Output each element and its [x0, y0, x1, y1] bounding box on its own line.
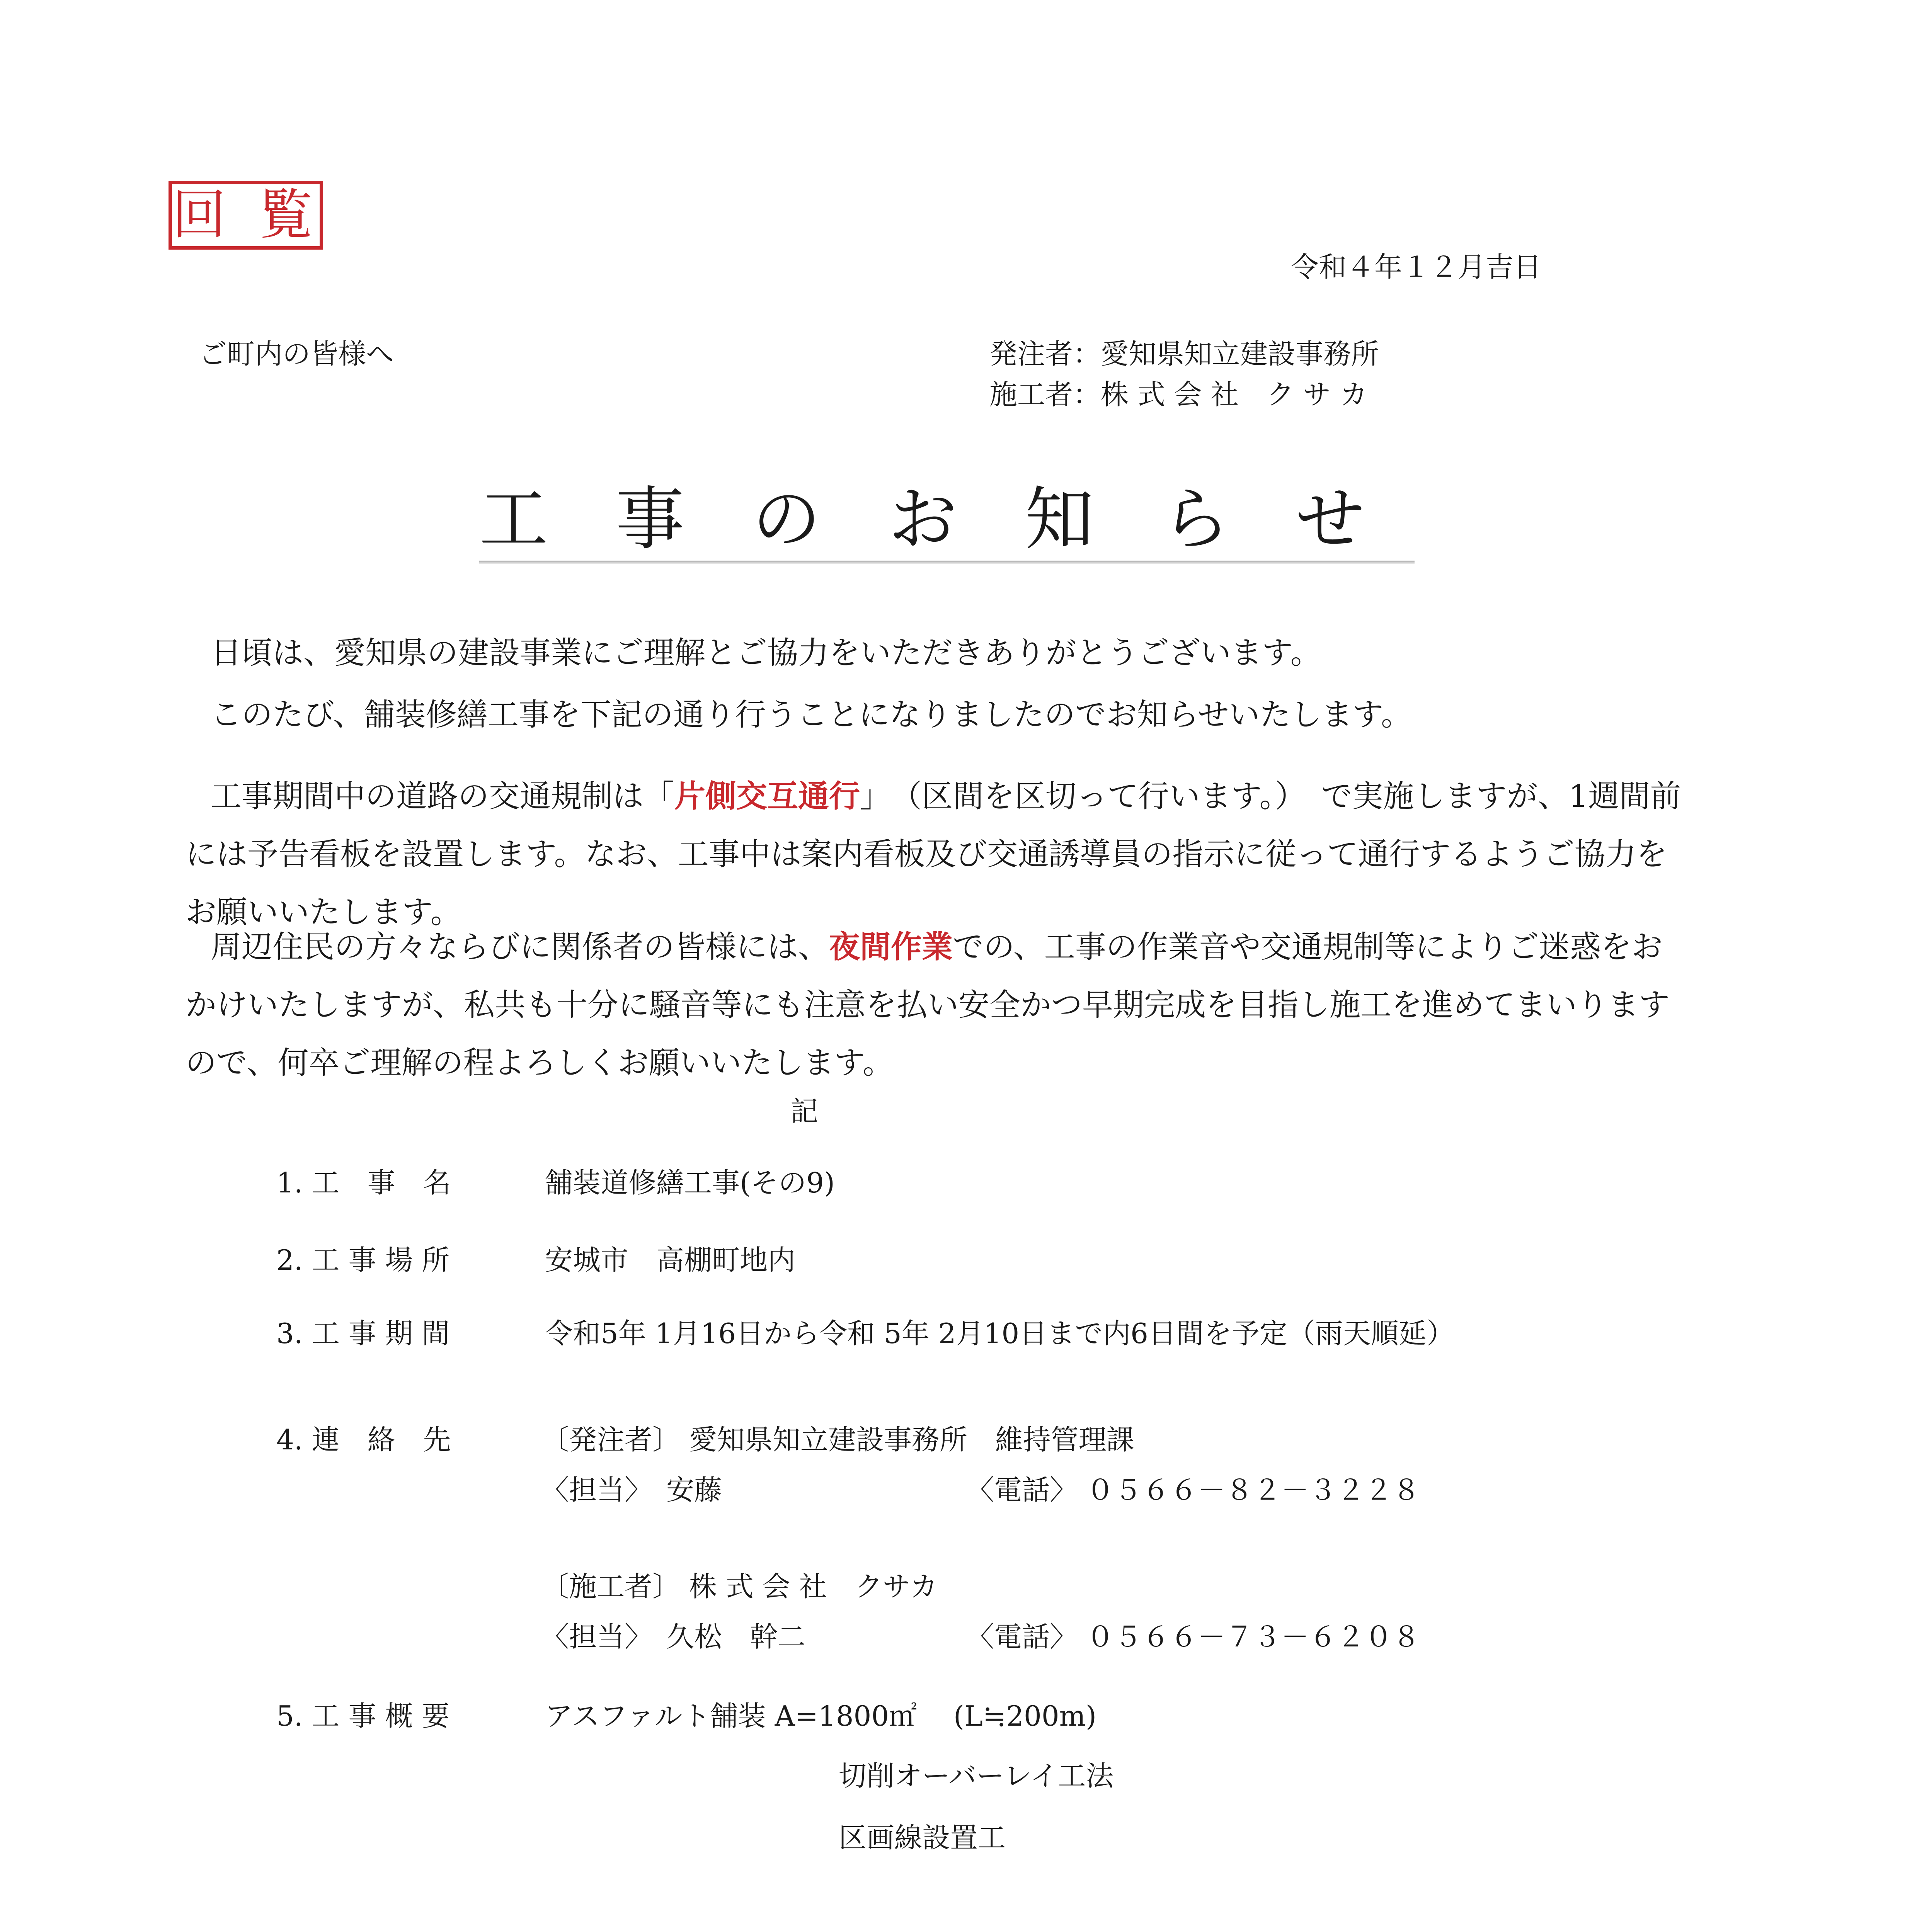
item-place-label: 2. 工 事 場 所 [276, 1244, 450, 1276]
item-place-value: 安城市 高棚町地内 [545, 1244, 796, 1276]
item-contact-label: 4. 連 絡 先 [276, 1423, 451, 1456]
traffic-text-1: 工事期間中の道路の交通規制は「 [211, 778, 674, 814]
item-period-value: 令和5年 1月16日から令和 5年 2月10日まで内6日間を予定（雨天順延） [545, 1317, 1454, 1350]
issue-date: 令和４年１２月吉日 [1291, 251, 1542, 283]
orderer-line [989, 340, 1379, 368]
contact-orderer-person: 〈担当〉 安藤 [541, 1474, 722, 1506]
overview-asphalt: アスファルト舗装 A=1800㎡ (L≒200m) [545, 1700, 1097, 1732]
overview-method: 切削オーバーレイ工法 [839, 1760, 1114, 1792]
addressee: ご町内の皆様へ [199, 338, 394, 370]
orderer-label: 発注者： [989, 338, 1101, 370]
item-period-label: 3. 工 事 期 間 [276, 1317, 450, 1350]
circulation-stamp: 回 覧 [169, 181, 323, 250]
traffic-paragraph [186, 767, 1693, 941]
orderer-name: 愛知県知立建設事務所 [1101, 338, 1379, 370]
night-work-highlight: 夜間作業 [829, 929, 953, 965]
greeting-line-2: このたび、舗装修繕工事を下記の通り行うことになりましたのでお知らせいたします。 [211, 697, 1412, 733]
item-name-value: 舗装道修繕工事(その9) [545, 1167, 835, 1199]
contact-contractor-person: 〈担当〉 久松 幹二 [541, 1621, 806, 1653]
contact-contractor: 〔施工者〕 株 式 会 社 クサカ [541, 1570, 938, 1603]
ki-heading: 記 [790, 1095, 819, 1128]
night-text-1: 周辺住民の方々ならびに関係者の皆様には、 [211, 929, 829, 965]
one-side-alternating-traffic: 片側交互通行 [674, 778, 860, 814]
greeting-line-1: 日頃は、愛知県の建設事業にご理解とご協力をいただきありがとうございます。 [211, 635, 1321, 671]
contact-contractor-tel: 〈電話〉 ０５６６－７３－６２０８ [966, 1621, 1420, 1653]
page-title: 工事のお知らせ [479, 485, 1415, 563]
night-work-paragraph [186, 918, 1693, 1092]
contact-orderer: 〔発注者〕 愛知県知立建設事務所 維持管理課 [541, 1423, 1134, 1456]
contractor-label: 施工者： [989, 378, 1101, 411]
contractor-name: 株 式 会 社 ク サ カ [1101, 378, 1368, 411]
contractor-line [989, 378, 1368, 411]
item-name-label: 1. 工 事 名 [276, 1167, 451, 1199]
night-text-2: での、工事の作業音や交通規制等によりご迷惑をおかけいたしますが、私共も十分に騒音等にも注意を払い安全かつ早期完成を目指し施工を進めてまいりますので、何卒ご理解の程よろしくお願いいたします。 [186, 929, 1670, 1081]
overview-lane-marking: 区画線設置工 [839, 1821, 1006, 1854]
item-overview-label: 5. 工 事 概 要 [276, 1700, 450, 1732]
traffic-text-2: 」 （区間を区切って行います。） で実施しますが、1週間前には予告看板を設置します。なお、工事中は案内看板及び交通誘導員の指示に従って通行するようご協力をお願いいたします。 [186, 778, 1681, 930]
contact-orderer-tel: 〈電話〉 ０５６６－８２－３２２８ [966, 1474, 1420, 1506]
